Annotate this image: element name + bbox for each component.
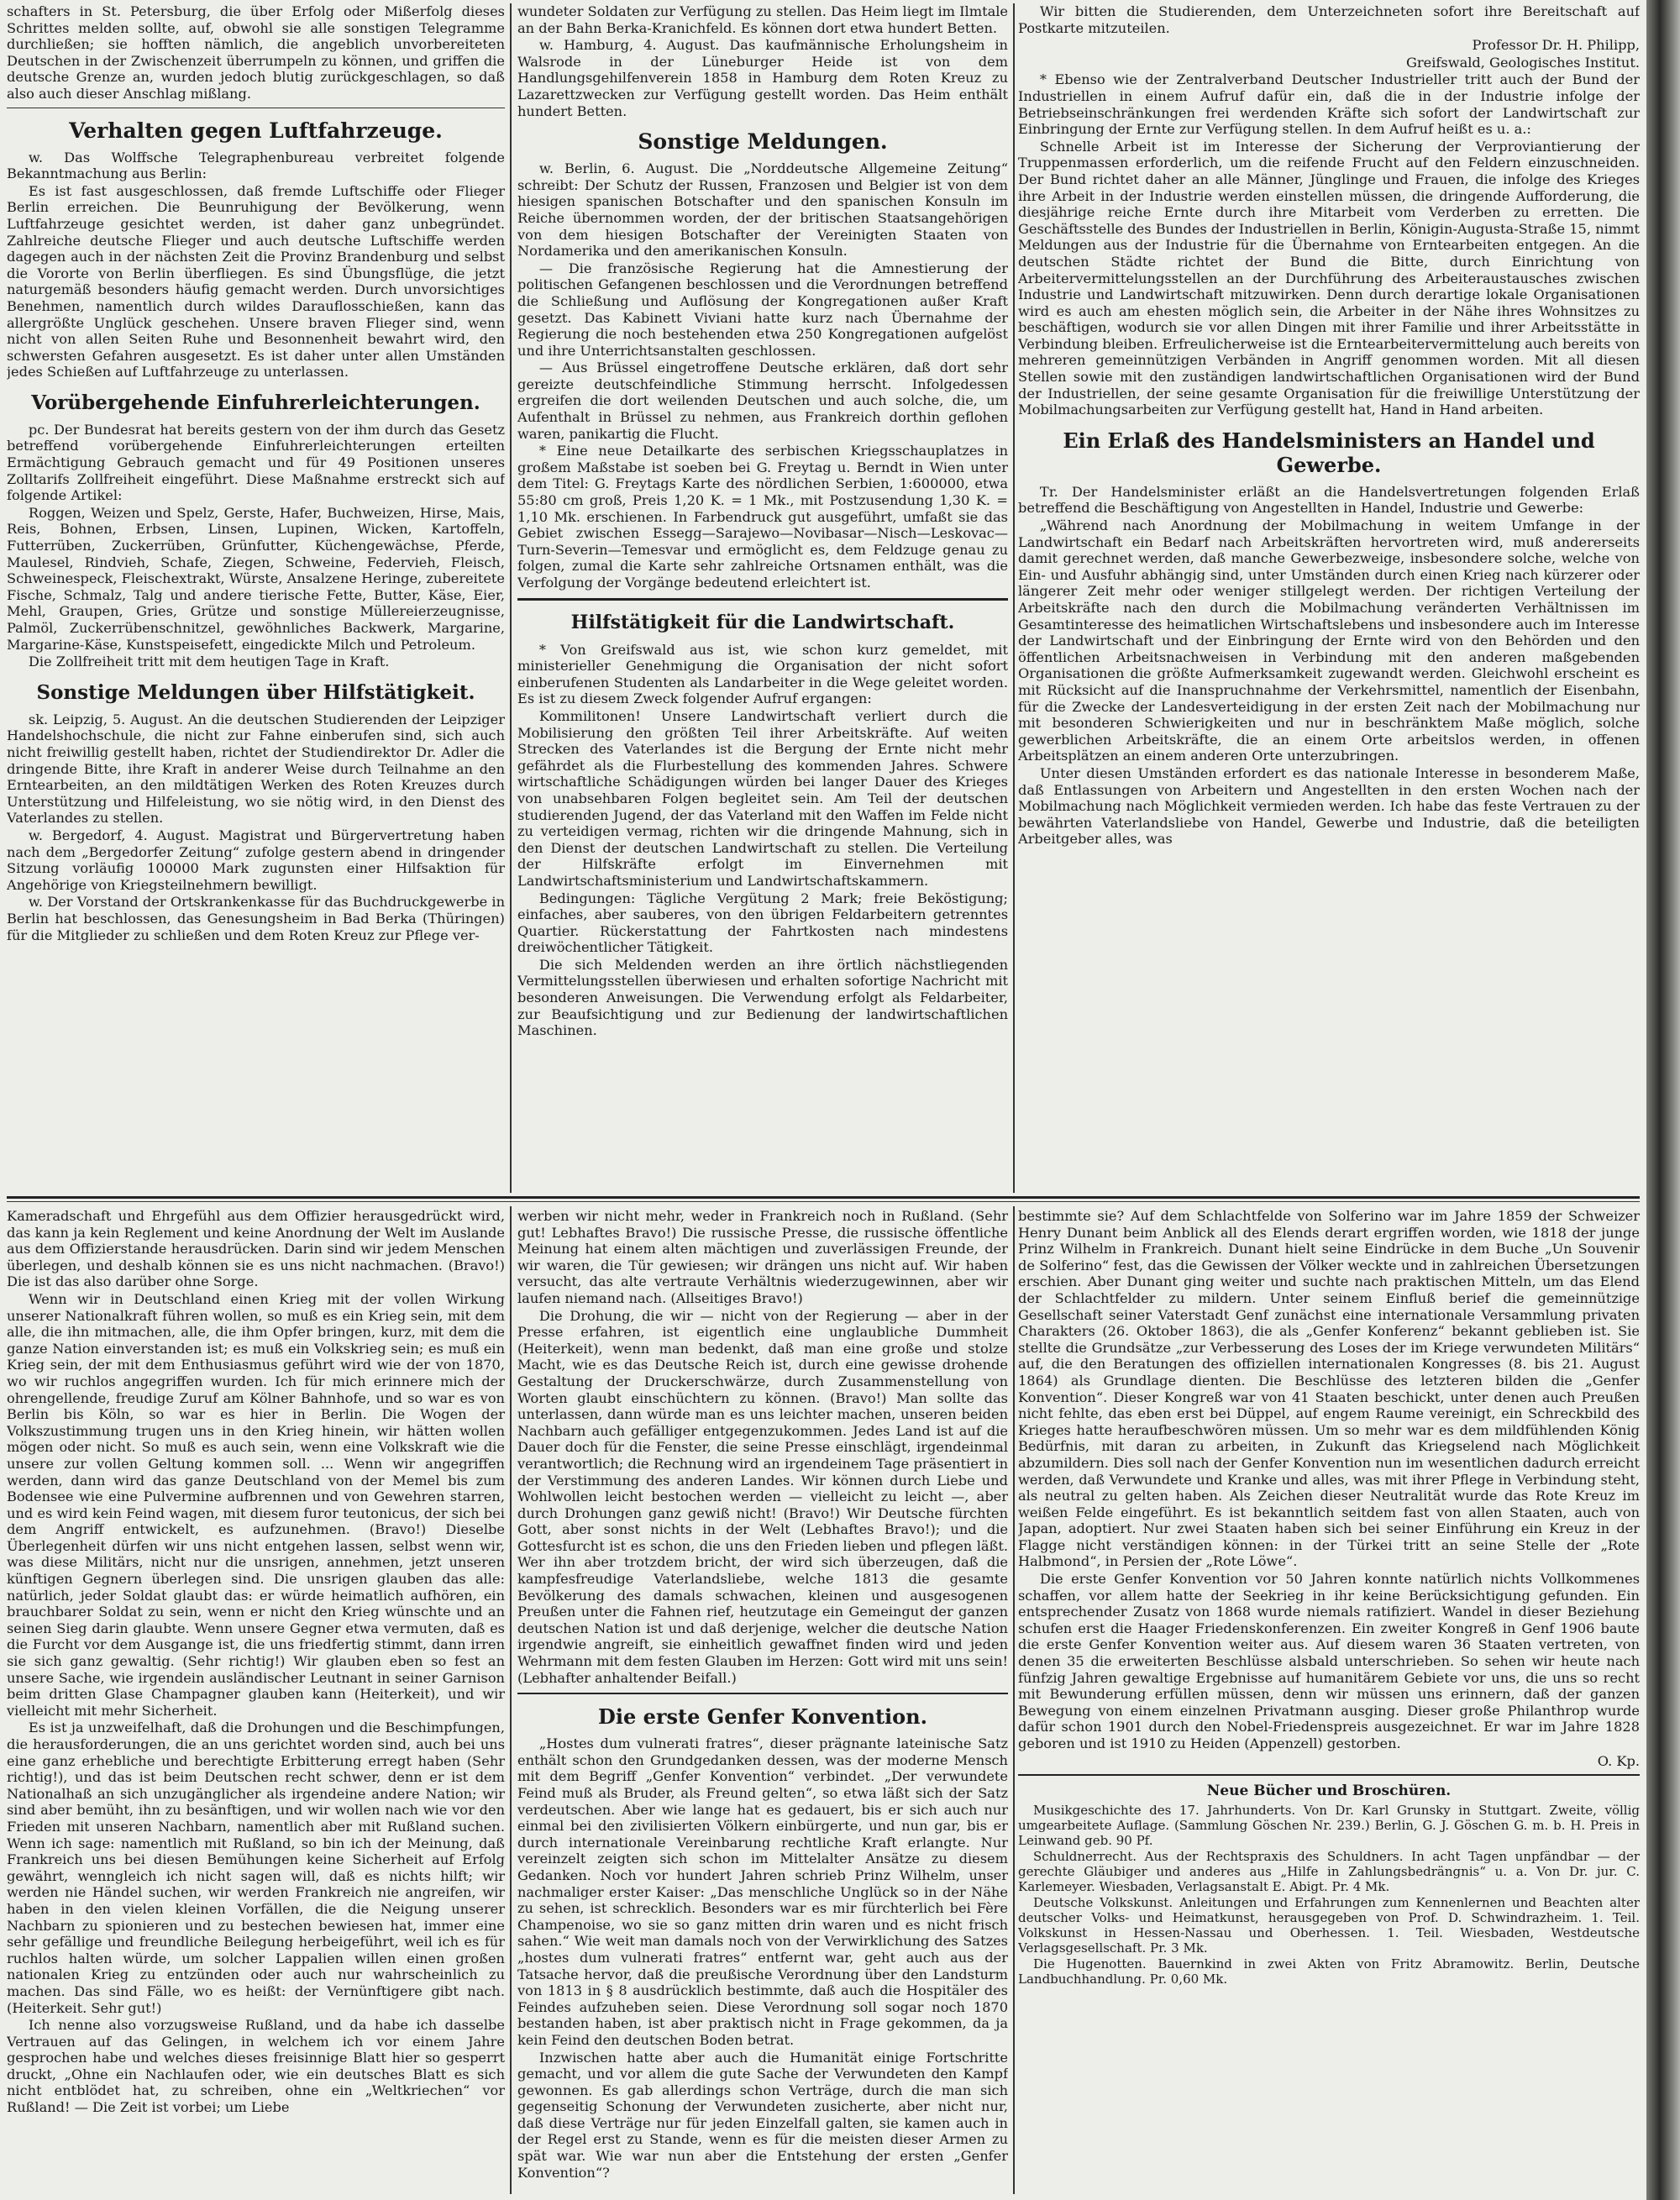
paragraph: w. Bergedorf, 4. August. Magistrat und Bürgervertretung haben nach dem „Bergedorfer Zeitung“ zufolge gestern abend in dringender Sitzung vorläufig 100000 Mark zugunsten einer Hilfsaktion für Angehörige von Kriegsteilnehmern bewilligt.	[7, 827, 505, 893]
paragraph: Die Drohung, die wir — nicht von der Regierung — aber in der Presse erfahren, ist eigentlich eine unglaubliche Dummheit (Heiterkeit), wenn man bedenkt, daß man eine große und stolze Macht, wie es das Deutsche Reich ist, durch eine gewisse drohende Gestaltung der Druckerschwärze, durch Zusammenstellung von Worten glaubt einschüchtern zu können. (Bravo!) Man sollte das unterlassen, dann würde man es uns leichter machen, unseren beiden Nachbarn auch gefälliger entgegenzukommen. Jedes Land ist auf die Dauer doch für die Fenster, die seine Presse einschlägt, irgendeinmal verantwortlich; die Rechnung wird an irgendeinem Tage präsentiert in der Verstimmung des anderen Landes. Wir können durch Liebe und Wohlwollen leicht bestochen werden — vielleicht zu leicht —, aber durch Drohungen ganz gewiß nicht! (Bravo!) Wir Deutsche fürchten Gott, aber sonst nichts in der Welt (Lebhaftes Bravo!); und die Gottesfurcht ist es schon, die uns den Frieden lieben und pflegen läßt. Wer ihn aber trotzdem bricht, der wird sich überzeugen, daß die kampfesfreudige Vaterlandsliebe, welche 1813 die gesamte Bevölkerung des damals schwachen, kleinen und ausgesogenen Preußen unter die Fahnen rief, heutzutage ein Gemeingut der ganzen deutschen Nation ist und daß derjenige, welcher die deutsche Nation irgendwie angreift, sie einheitlich gewaffnet finden wird und jeden Wehrmann mit dem festen Glauben im Herzen: Gott wird mit uns sein! (Lebhafter anhaltender Beifall.)	[517, 1307, 1008, 1686]
column-2	[517, 3, 1008, 1193]
paragraph: Es ist fast ausgeschlossen, daß fremde Luftschiffe oder Flieger Berlin erreichen. Die Beunruhigung der Bevölkerung, wenn Luftfahrzeuge gesichtet werden, ist daher ganz unbegründet. Zahlreiche deutsche Flieger und auch deutsche Luftschiffe werden dagegen auch in der nächsten Zeit die Provinz Brandenburg und selbst die Vororte von Berlin überfliegen. Es sind Übungsflüge, die jetzt naturgemäß besonders häufig gemacht werden. Durch unvorsichtiges Benehmen, namentlich durch wildes Darauflosschießen, kann das allergrößte Unglück geschehen. Unsere braven Flieger sind, wenn nicht von allen Seiten Ruhe und Besonnenheit bewahrt wird, den schwersten Gefahren ausgesetzt. Es ist daher unter allen Umständen jedes Schießen auf Luftfahrzeuge zu unterlassen.	[7, 182, 505, 381]
book-entry: Deutsche Volkskunst. Anleitungen und Erfahrungen zum Kennenlernen und Beachten alter deutscher Volks- und Heimatkunst, herausgegeben von Prof. D. Schwindrazheim. 1. Teil. Volkskunst in Hessen-Nassau und Oberhessen. 1. Teil. Wiesbaden, Westdeutsche Verlagsgesellschaft. Pr. 3 Mk.	[1018, 1895, 1640, 1956]
article-continuation: schafters in St. Petersburg, die über Erfolg oder Mißerfolg dieses Schrittes melden sollte, auf, obwohl sie alle sonstigen Telegramme durchließen; sie hofften nämlich, die angeblich unvorbereiteten Deutschen in der Zwischenzeit überrumpeln zu können, und griffen die deutsche Grenze an, wurden jedoch blutig zurückgeschlagen, so daß also auch dieser Anschlag mißlang.	[7, 3, 505, 102]
paragraph: Kommilitonen! Unsere Landwirtschaft verliert durch die Mobilisierung den größten Teil ihrer Arbeitskräfte. Auf weiten Strecken des Vaterlandes ist die Bergung der Ernte nicht mehr gefährdet als die Flurbestellung des kommenden Jahres. Schwere wirtschaftliche Schädigungen würden bei langer Dauer des Krieges von unabsehbaren Folgen begleitet sein. Am Teil der deutschen studierenden Jugend, der das Vaterland mit den Waffen im Felde nicht zu verteidigen vermag, richten wir die dringende Mahnung, sich in den Dienst der deutschen Landwirtschaft zu stellen. Die Verteilung der Hilfskräfte erfolgt im Einvernehmen mit Landwirtschaftsministerium und Landwirtschaftskammern.	[517, 707, 1008, 889]
paragraph: wundeter Soldaten zur Verfügung zu stellen. Das Heim liegt im Ilmtale an der Bahn Berka-Kranichfeld. Es können dort etwa hundert Betten.	[517, 3, 1008, 36]
paragraph: bestimmte sie? Auf dem Schlachtfelde von Solferino war im Jahre 1859 der Schweizer Henry Dunant beim Anblick all des Elends derart ergriffen worden, wie 1818 der junge Prinz Wilhelm in Frankreich. Dunant hielt seine Eindrücke in dem Buche „Un Souvenir de Solferino“ fest, das die Gewissen der Völker weckte und in zahlreichen Übersetzungen erschien. Aber Dunant ging weiter und suchte nach praktischen Mitteln, um das Elend der Schlachtfelder zu mildern. Unter seinem Einfluß berief die gemeinnützige Gesellschaft seiner Vaterstadt Genf zunächst eine internationale Versammlung privaten Charakters (26. Oktober 1863), die als „Genfer Konferenz“ bekannt geblieben ist. Sie stellte die Grundsätze „zur Verbesserung des Loses der im Kriege verwundeten Militärs“ auf, die den Beratungen des offiziellen internationalen Kongresses (8. bis 21. August 1864) als Grundlage dienten. Die Beschlüsse des letzteren bilden die „Genfer Konvention“. Dieser Kongreß war von 41 Staaten beschickt, unter denen auch Preußen nicht fehlte, das eben erst bei Düppel, auf engem Raume vereinigt, ein Schreckbild des Krieges hatte heraufbeschwören müssen. Um so mehr war es dem mildfühlenden König Bedürfnis, mit daran zu arbeiten, in Zukunft das Kriegselend nach Möglichkeit abzumildern. Dies soll nach der Genfer Konvention nun im wesentlichen dadurch erreicht werden, daß Verwundete und Kranke und alles, was mit ihrer Pflege in Verbindung steht, als neutral zu gelten haben. Als Zeichen dieser Neutralität wurde das Rote Kreuz im weißen Felde eingeführt. Es ist bekanntlich seitdem fast von allen Staaten, auch von Japan, adoptiert. Nur zwei Staaten haben sich bei seiner Einführung ein Kreuz in der Flagge nicht verständigen können: in der Türkei tritt an seine Stelle der „Rote Halbmond“, in Persien der „Rote Löwe“.	[1018, 1208, 1640, 1570]
book-entry: Musikgeschichte des 17. Jahrhunderts. Von Dr. Karl Grunsky in Stuttgart. Zweite, völlig umgearbeitete Auflage. (Sammlung Göschen Nr. 239.) Berlin, G. J. Göschen G. m. b. H. Preis in Leinwand geb. 90 Pf.	[1018, 1803, 1640, 1849]
paragraph: „Während nach Anordnung der Mobilmachung in weitem Umfange in der Landwirtschaft ein Bedarf nach Arbeitskräften hervortreten wird, muß andererseits damit gerechnet werden, daß manche Gewerbezweige, insbesondere solche, welche von Ein- und Ausfuhr abhängig sind, unter Umständen durch einen Krieg nach kürzerer oder längerer Zeit mehr oder weniger stillgelegt werden. Der richtigen Verteilung der Arbeitskräfte nach den durch die Mobilmachung veränderten Verhältnissen im Gesamtinteresse des heimatlichen Wirtschaftslebens und insbesondere auch im Interesse der Landwirtschaft und der Einbringung der Ernte wird von den Behörden und den öffentlichen Arbeitsnachweisen in Verbindung mit den anderen maßgebenden Organisationen die größte Aufmerksamkeit zugewandt werden. Gleichwohl erscheint es mit Rücksicht auf die Inanspruchnahme der Verkehrsmittel, namentlich der Eisenbahn, für die Zwecke der Landesverteidigung in der ersten Zeit nach der Mobilmachung nur mit besonderen Schwierigkeiten und nur in beschränktem Maße möglich, solche gewerblichen Arbeitskräfte, die an einem Orte arbeitslos werden, in offenen Arbeitsplätzen an einem anderen Orte unterzubringen.	[1018, 517, 1640, 764]
paragraph: * Eine neue Detailkarte des serbischen Kriegsschauplatzes in großem Maßstabe ist soeben bei G. Freytag u. Berndt in Wien unter dem Titel: G. Freytags Karte des nördlichen Serbien, 1:600000, etwa 55:80 cm groß, Preis 1,20 K. = 1 Mk., mit Postzusendung 1,30 K. = 1,10 Mk. erschienen. In Farbendruck gut ausgeführt, umfaßt sie das Gebiet zwischen Essegg—Sarajewo—Novibasar—Nisch—Leskovac—Turn-Severin—Temesvar und ermöglicht es, dem Feldzuge genau zu folgen, zumal die Karte sehr zahlreiche Ortsnamen enthält, was die Verfolgung der Vorgänge bedeutend erleichtert ist.	[517, 443, 1008, 591]
paragraph: Tr. Der Handelsminister erläßt an die Handelsvertretungen folgenden Erlaß betreffend die Beschäftigung von Angestellten in Handel, Industrie und Gewerbe:	[1018, 483, 1640, 517]
headline-genfer-konvention: Die erste Genfer Konvention.	[598, 1704, 927, 1730]
author-initials: O. Kp.	[1597, 1752, 1640, 1769]
paragraph: Inzwischen hatte aber auch die Humanität einige Fortschritte gemacht, und vor allem die gute Sache der Verwundeten den Kampf gewonnen. Es gab allerdings schon Verträge, durch die man sich gegenseitig Schonung der Verwundeten zusicherte, aber nicht nur, daß diese Verträge nur für jeden Einzelfall galten, sie kamen auch in der Regel erst zu Stande, wenn es für die meisten dieser Armen zu spät war. Wie war nun aber die Entstehung der ersten „Genfer Konvention“?	[517, 2049, 1008, 2181]
paragraph: Kameradschaft und Ehrgefühl aus dem Offizier herausgedrückt wird, das kann ja kein Reglement und keine Anordnung der Welt im Auslande aus dem Offizierstande herausdrücken. Darin sind wir jedem Menschen überlegen, und deshalb können sie es uns nicht nachmachen. (Bravo!) Die ist das also darüber ohne Sorge.	[7, 1208, 505, 1290]
divider	[517, 1693, 1008, 1694]
book-entry: Die Hugenotten. Bauernkind in zwei Akten von Fritz Abramowitz. Berlin, Deutsche Landbuchhandlung. Pr. 0,60 Mk.	[1018, 1956, 1640, 1987]
headline-neue-buecher: Neue Bücher und Broschüren.	[1206, 1783, 1452, 1800]
signature-name: Professor Dr. H. Philipp,	[1472, 37, 1640, 54]
headline-sonstige-meldungen: Sonstige Meldungen.	[638, 129, 888, 155]
signature-institute: Greifswald, Geologisches Institut.	[1405, 54, 1640, 71]
column-divider	[1013, 1206, 1015, 2194]
book-entry: Schuldnerrecht. Aus der Rechtspraxis des Schuldners. In acht Tagen unpfändbar — der gerechte Gläubiger und anderes aus „Hilfe in Zahlungsbedrängnis“ u. a. Von Dr. jur. C. Karlemeyer. Wiesbaden, Verlagsanstalt E. Abigt. Pr. 4 Mk.	[1018, 1849, 1640, 1895]
section-divider-thin	[7, 1201, 1640, 1202]
paragraph: Ich nenne also vorzugsweise Rußland, und da habe ich dasselbe Vertrauen auf das Gelingen, in welchem ich vor einem Jahre gesprochen habe und welches dieses freisinnige Blatt hier so gesperrt druckt, „Ohne ein Nachlaufen oder, wie ein deutsches Blatt es sich nicht entblödet hat, zu schreiben, ohne ein „Weltkriechen“ vor Rußland! — Die Zeit ist vorbei; um Liebe	[7, 2017, 505, 2116]
paragraph: Roggen, Weizen und Spelz, Gerste, Hafer, Buchweizen, Hirse, Mais, Reis, Bohnen, Erbsen, Linsen, Lupinen, Wicken, Kartoffeln, Futterrüben, Zuckerrüben, Grünfutter, Küchengewächse, Pferde, Maulesel, Rindvieh, Schafe, Ziegen, Schweine, Federvieh, Fleisch, Schweinespeck, Fleischextrakt, Würste, Ansalzene Heringe, zubereitete Fische, Schmalz, Talg und andere tierische Fette, Butter, Käse, Eier, Mehl, Graupen, Gries, Grütze und sonstige Müllereierzeugnisse, Palmöl, Zuckerrübenschnitzel, gewöhnliches Backwerk, Margarine, Margarine-Käse, Kunstspeisefett, eingedickte Milch und Petroleum.	[7, 504, 505, 653]
column-5	[517, 1208, 1008, 2196]
column-3	[1018, 3, 1640, 1193]
paragraph: werben wir nicht mehr, weder in Frankreich noch in Rußland. (Sehr gut! Lebhaftes Bravo!) Die russische Presse, die russische öffentliche Meinung hat einem alten mächtigen und zuverlässigen Freunde, der wir waren, die Tür gewiesen; wir drängen uns nicht auf. Wir haben versucht, das alte vertraute Verhältnis wiederzugewinnen, aber wir laufen niemand nach. (Allseitiges Bravo!)	[517, 1208, 1008, 1306]
divider	[1018, 1774, 1640, 1776]
paragraph: — Aus Brüssel eingetroffene Deutsche erklären, daß dort sehr gereizte deutschfeindliche Stimmung herrscht. Infolgedessen ergreifen die dort weilenden Deutschen und auch solche, die, um Aufenthalt in Brüssel zu nehmen, aus Frankreich dorthin geflohen waren, panikartig die Flucht.	[517, 360, 1008, 442]
paragraph: w. Das Wolffsche Telegraphenbureau verbreitet folgende Bekanntmachung aus Berlin:	[7, 149, 505, 182]
headline-landwirtschaft: Hilfstätigkeit für die Landwirtschaft.	[570, 611, 955, 633]
headline-luftfahrzeuge: Verhalten gegen Luftfahrzeuge.	[69, 118, 443, 143]
column-4	[7, 1208, 505, 2196]
headline-einfuhrerleichterungen: Vorübergehende Einfuhrerleichterungen.	[31, 391, 480, 414]
paragraph: Es ist ja unzweifelhaft, daß die Drohungen und die Beschimpfungen, die herausforderungen, die an uns gerichtet worden sind, auch bei uns eine ganz erhebliche und berechtigte Erbitterung erregt haben (Sehr richtig!), und das ist beim Deutschen recht schwer, denn er ist dem Nationalhaß an sich unzugänglicher als irgendeine andere Nation; wir sind aber bemüht, ihn zu besänftigen, und wir wollen nach wie vor den Frieden mit unseren Nachbarn, namentlich aber mit Rußland suchen. Wenn ich sage: namentlich mit Rußland, so bin ich der Meinung, daß Frankreich uns bei diesen Bemühungen keine Sicherheit auf Erfolg gewährt, wenngleich ich nicht sagen will, daß es nichts hilft; wir werden nie Händel suchen, wir werden Frankreich nie angreifen, wir haben in den vielen kleinen Vorfällen, die die Neigung unserer Nachbarn zu spionieren und zu bestechen bewiesen hat, immer eine sehr gefällige und freundliche Beilegung herbeigeführt, weil ich es für ruchlos halten würde, um solcher Lappalien willen einen großen nationalen Krieg zu entzünden oder auch nur wahrscheinlich zu machen. Das sind Fälle, wo es heißt: der Vernünftigere gibt nach. (Heiterkeit. Sehr gut!)	[7, 1720, 505, 2016]
paragraph: Die erste Genfer Konvention vor 50 Jahren konnte natürlich nichts Vollkommenes schaffen, vor allem hatte der Seekrieg in ihr keine Berücksichtigung gefunden. Ein entsprechender Zusatz von 1868 wurde niemals ratifiziert. Wandel in dieser Beziehung schufen erst die Haager Friedenskonferenzen. Ein zweiter Kongreß in Genf 1906 baute die erste Genfer Konvention weiter aus. Auf diesem waren 36 Staaten vertreten, von denen 35 die erweiterten Beschlüsse alsbald unterschrieben. So sehen wir heute nach fünfzig Jahren gewaltige Ergebnisse auf humanitärem Gebiete vor uns, die uns so recht mit Bewunderung erfüllen müssen, denn wir müssen uns erinnern, daß der ganzen Bewegung von einem einzelnen Privatmann ausging. Dieser große Philanthrop wurde dafür schon 1901 durch den Nobel-Friedenspreis ausgezeichnet. Er war im Jahre 1828 geboren und ist 1910 zu Heiden (Appenzell) gestorben.	[1018, 1571, 1640, 1751]
paragraph: sk. Leipzig, 5. August. An die deutschen Studierenden der Leipziger Handelshochschule, die nicht zur Fahne einberufen sind, sich auch nicht freiwillig gestellt haben, richtet der Studiendirektor Dr. Adler die dringende Bitte, ihre Kraft in anderer Weise durch Teilnahme an den Erntearbeiten, an den mildtätigen Werken des Roten Kreuzes durch Unterstützung und Hilfeleistung, wo sie nötig wird, in den Dienst des Vaterlandes zu stellen.	[7, 711, 505, 827]
column-6	[1018, 1208, 1640, 2196]
paragraph: w. Der Vorstand der Ortskrankenkasse für das Buchdruckgewerbe in Berlin hat beschlossen, das Genesungsheim in Bad Berka (Thüringen) für die Mitglieder zu schließen und dem Roten Kreuz zur Pflege ver-	[7, 894, 505, 943]
paragraph: Wir bitten die Studierenden, dem Unterzeichneten sofort ihre Bereitschaft auf Postkarte mitzuteilen.	[1018, 3, 1640, 36]
headline-handelsminister: Ein Erlaß des Handelsministers an Handel und Gewerbe.	[1063, 428, 1595, 477]
column-divider	[1013, 3, 1015, 1193]
paragraph: Schnelle Arbeit ist im Interesse der Sicherung der Verproviantierung der Truppenmassen erforderlich, um die reifende Frucht auf den Feldern einzuschneiden. Der Bund richtet daher an alle Männer, Jünglinge und Frauen, die infolge des Krieges ihre Arbeit in der Industrie werden einstellen müssen, die dringende Aufforderung, die diesjährige reiche Ernte durch ihre Mitarbeit vom Verderben zu erretten. Die Geschäftsstelle des Bundes der Industriellen in Berlin, Königin-Augusta-Straße 15, nimmt Meldungen aus der Industrie für die Übernahme von Erntearbeiten entgegen. An die deutschen Städte richtet der Bund die Bitte, durch Einrichtung von Arbeitervermittelungsstellen an der Durchführung des Arbeiteraustausches zwischen Industrie und Landwirtschaft mitzuwirken. Denn durch derartige lokale Organisationen wird es auch am ehesten möglich sein, die Arbeiter in der Nähe ihres Wohnsitzes zu beschäftigen, wodurch sie vor allen Dingen mit ihrer Familie und ihrer Arbeitsstätte in Verbindung bleiben. Erfreulicherweise ist die Erntearbeitervermittelung auch bereits von mehreren gemeinnützigen Verbänden in Angriff genommen worden. Mit all diesen Stellen sowie mit den zuständigen landwirtschaftlichen Organisationen wird der Bund der Industriellen, der seine gesamte Organisation für die freiwillige Unterstützung der Mobilmachungsarbeiten zur Verfügung gestellt hat, Hand in Hand arbeiten.	[1018, 138, 1640, 418]
paragraph: Bedingungen: Tägliche Vergütung 2 Mark; freie Beköstigung; einfaches, aber sauberes, von den übrigen Feldarbeitern getrenntes Quartier. Rückerstattung der Fahrtkosten nach mindestens dreiwöchentlicher Tätigkeit.	[517, 890, 1008, 956]
binding-edge	[1646, 0, 1680, 2200]
paragraph: Unter diesen Umständen erfordert es das nationale Interesse in besonderem Maße, daß Entlassungen von Arbeitern und Angestellten in den ersten Wochen nach der Mobilmachung nach Möglichkeit vermieden werden. Ich habe das feste Vertrauen zu der bewährten Vaterlandsliebe von Handel, Gewerbe und Industrie, daß die beteiligten Arbeitgeber alles, was	[1018, 764, 1640, 848]
column-divider	[510, 3, 512, 1193]
paragraph: pc. Der Bundesrat hat bereits gestern von der ihm durch das Gesetz betreffend vorübergehende Einfuhrerleichterungen erteilten Ermächtigung Gebrauch gemacht und für 49 Positionen unseres Zolltarifs Zollfreiheit eingeführt. Diese Maßnahme erstreckt sich auf folgende Artikel:	[7, 421, 505, 504]
headline-hilfstaetigkeit: Sonstige Meldungen über Hilfstätigkeit.	[36, 680, 475, 704]
paragraph: Die Zollfreiheit tritt mit dem heutigen Tage in Kraft.	[28, 654, 390, 670]
paragraph: * Ebenso wie der Zentralverband Deutscher Industrieller tritt auch der Bund der Industriellen in einem Aufruf dafür ein, daß die in der Industrie infolge der Betriebseinschränkungen frei werdenden Kräfte sich sofort der Landwirtschaft zur Einbringung der Ernte zur Verfügung stellen. In dem Aufruf heißt es u. a.:	[1018, 71, 1640, 138]
paragraph: w. Hamburg, 4. August. Das kaufmännische Erholungsheim in Walsrode in der Lüneburger Heide ist von dem Handlungsgehilfenverein 1858 in Hamburg dem Roten Kreuz zu Lazarettzwecken zur Verfügung gestellt worden. Das Heim enthält hundert Betten.	[517, 37, 1008, 119]
paragraph: w. Berlin, 6. August. Die „Norddeutsche Allgemeine Zeitung“ schreibt: Der Schutz der Russen, Franzosen und Belgier ist von dem hiesigen spanischen Botschafter und den spanischen Konsuln im Reiche übernommen worden, der der britischen Staatsangehörigen von dem hiesigen Botschafter der Vereinigten Staaten von Nordamerika und den amerikanischen Konsuln.	[517, 160, 1008, 260]
paragraph: Wenn wir in Deutschland einen Krieg mit der vollen Wirkung unserer Nationalkraft führen wollen, so muß es ein Krieg sein, mit dem alle, die ihn mitmachen, alle, die ihm Opfer bringen, kurz, mit dem die ganze Nation einverstanden ist; es muß ein Volkskrieg sein; es muß ein Krieg sein, der mit dem Enthusiasmus geführt wird wie der von 1870, wo wir ruchlos angegriffen wurden. Ich für mich erinnere mich der ohrengellende, freudige Zuruf am Kölner Bahnhofe, und so war es von Berlin bis Köln, so war es hier in Berlin. Die Wogen der Volkszustimmung trugen uns in den Krieg hinein, wir hätten wollen mögen oder nicht. So muß es auch sein, wenn eine Volkskraft wie die unsere zur vollen Geltung kommen soll. ... Wenn wir angegriffen werden, dann wird das ganze Deutschland von der Memel bis zum Bodensee wie eine Pulvermine aufbrennen und von Gewehren starren, und es wird kein Feind wagen, mit diesem furor teutonicus, der sich bei dem Angriff entwickelt, es aufzunehmen. (Bravo!) Dieselbe Überlegenheit dürfen wir uns nicht entgehen lassen, selbst wenn wir, was diese Militärs, nicht nur die unsrigen, annehmen, jetzt unseren künftigen Gegnern überlegen sind. Die unsrigen glauben das alle: natürlich, jeder Soldat glaubt das: er würde heimatlich aufhören, ein brauchbarer Soldat zu sein, wenn er nicht den Krieg wünschte und an seinen Sieg darin glaubte. Wenn unsere Gegner etwa vermuten, daß es die Furcht vor dem Ausgange ist, die uns friedfertig stimmt, dann irren sie sich ganz gewaltig. (Sehr richtig!) Wir glauben eben so fest an unsere Sache, wie irgendein ausländischer Leutnant in seiner Garnison beim dritten Glase Champagner glauben kann (Heiterkeit), und wir vielleicht mit mehr Sicherheit.	[7, 1290, 505, 1719]
column-1	[7, 3, 505, 1193]
divider	[517, 598, 1008, 601]
paragraph: Die sich Meldenden werden an ihre örtlich nächstliegenden Vermittelungsstellen überwiesen und erhalten sofortige Nachricht mit besonderen Anweisungen. Die Verwendung erfolgt als Feldarbeiter, zur Beaufsichtigung und zur Bedienung der landwirtschaftlichen Maschinen.	[517, 956, 1008, 1039]
paragraph: — Die französische Regierung hat die Amnestierung der politischen Gefangenen beschlossen und die Verordnungen betreffend die Schließung und Auflösung der Kongregationen außer Kraft gesetzt. Das Kabinett Viviani hatte kurz nach Übernahme der Regierung die noch bestehenden etwa 250 Kongregationen aufgelöst und ihre Unterrichtsanstalten geschlossen.	[517, 260, 1008, 359]
section-divider	[7, 1196, 1640, 1199]
paragraph: „Hostes dum vulnerati fratres“, dieser prägnante lateinische Satz enthält schon den Grundgedanken dessen, was der moderne Mensch mit dem Begriff „Genfer Konvention“ verbindet. „Der verwundete Feind muß als Bruder, als Freund gelten“, so etwa läßt sich der Satz verdeutschen. Aber wie lange hat es gedauert, bis er sich auch nur einmal bei den zivilisierten Völkern einbürgerte, und nun gar, bis er durch internationale Vereinbarung rechtliche Kraft erlangte. Nur vereinzelt zeigten sich schon im Mittelalter Ansätze zu diesem Gedanken. Noch vor hundert Jahren schrieb Prinz Wilhelm, unser nachmaliger erster Kaiser: „Das menschliche Unglück so in der Nähe zu sehen, ist schrecklich. Besonders war es mir fürchterlich bei Fère Champenoise, wo sie so ganz mitten drin waren und es nicht frisch sahen.“ Wie weit man damals noch von der Verwirklichung des Satzes „hostes dum vulnerati fratres“ entfernt war, geht auch aus der Tatsache hervor, daß die preußische Verordnung über den Landsturm von 1813 in § 8 ausdrücklich bestimmte, daß auch die Hospitäler des Feindes aufzuheben seien. Diese Verordnung soll sogar noch 1870 bestanden haben, ist aber praktisch nicht in Frage gekommen, da ja kein Feind den deutschen Boden betrat.	[517, 1735, 1008, 2048]
column-divider	[510, 1206, 512, 2194]
book-list	[1018, 1803, 1640, 1987]
paragraph: * Von Greifswald aus ist, wie schon kurz gemeldet, mit ministerieller Genehmigung die Organisation der nicht sofort einberufenen Studenten als Landarbeiter in die Wege geleitet worden. Es ist zu diesem Zweck folgender Aufruf ergangen:	[517, 641, 1008, 707]
